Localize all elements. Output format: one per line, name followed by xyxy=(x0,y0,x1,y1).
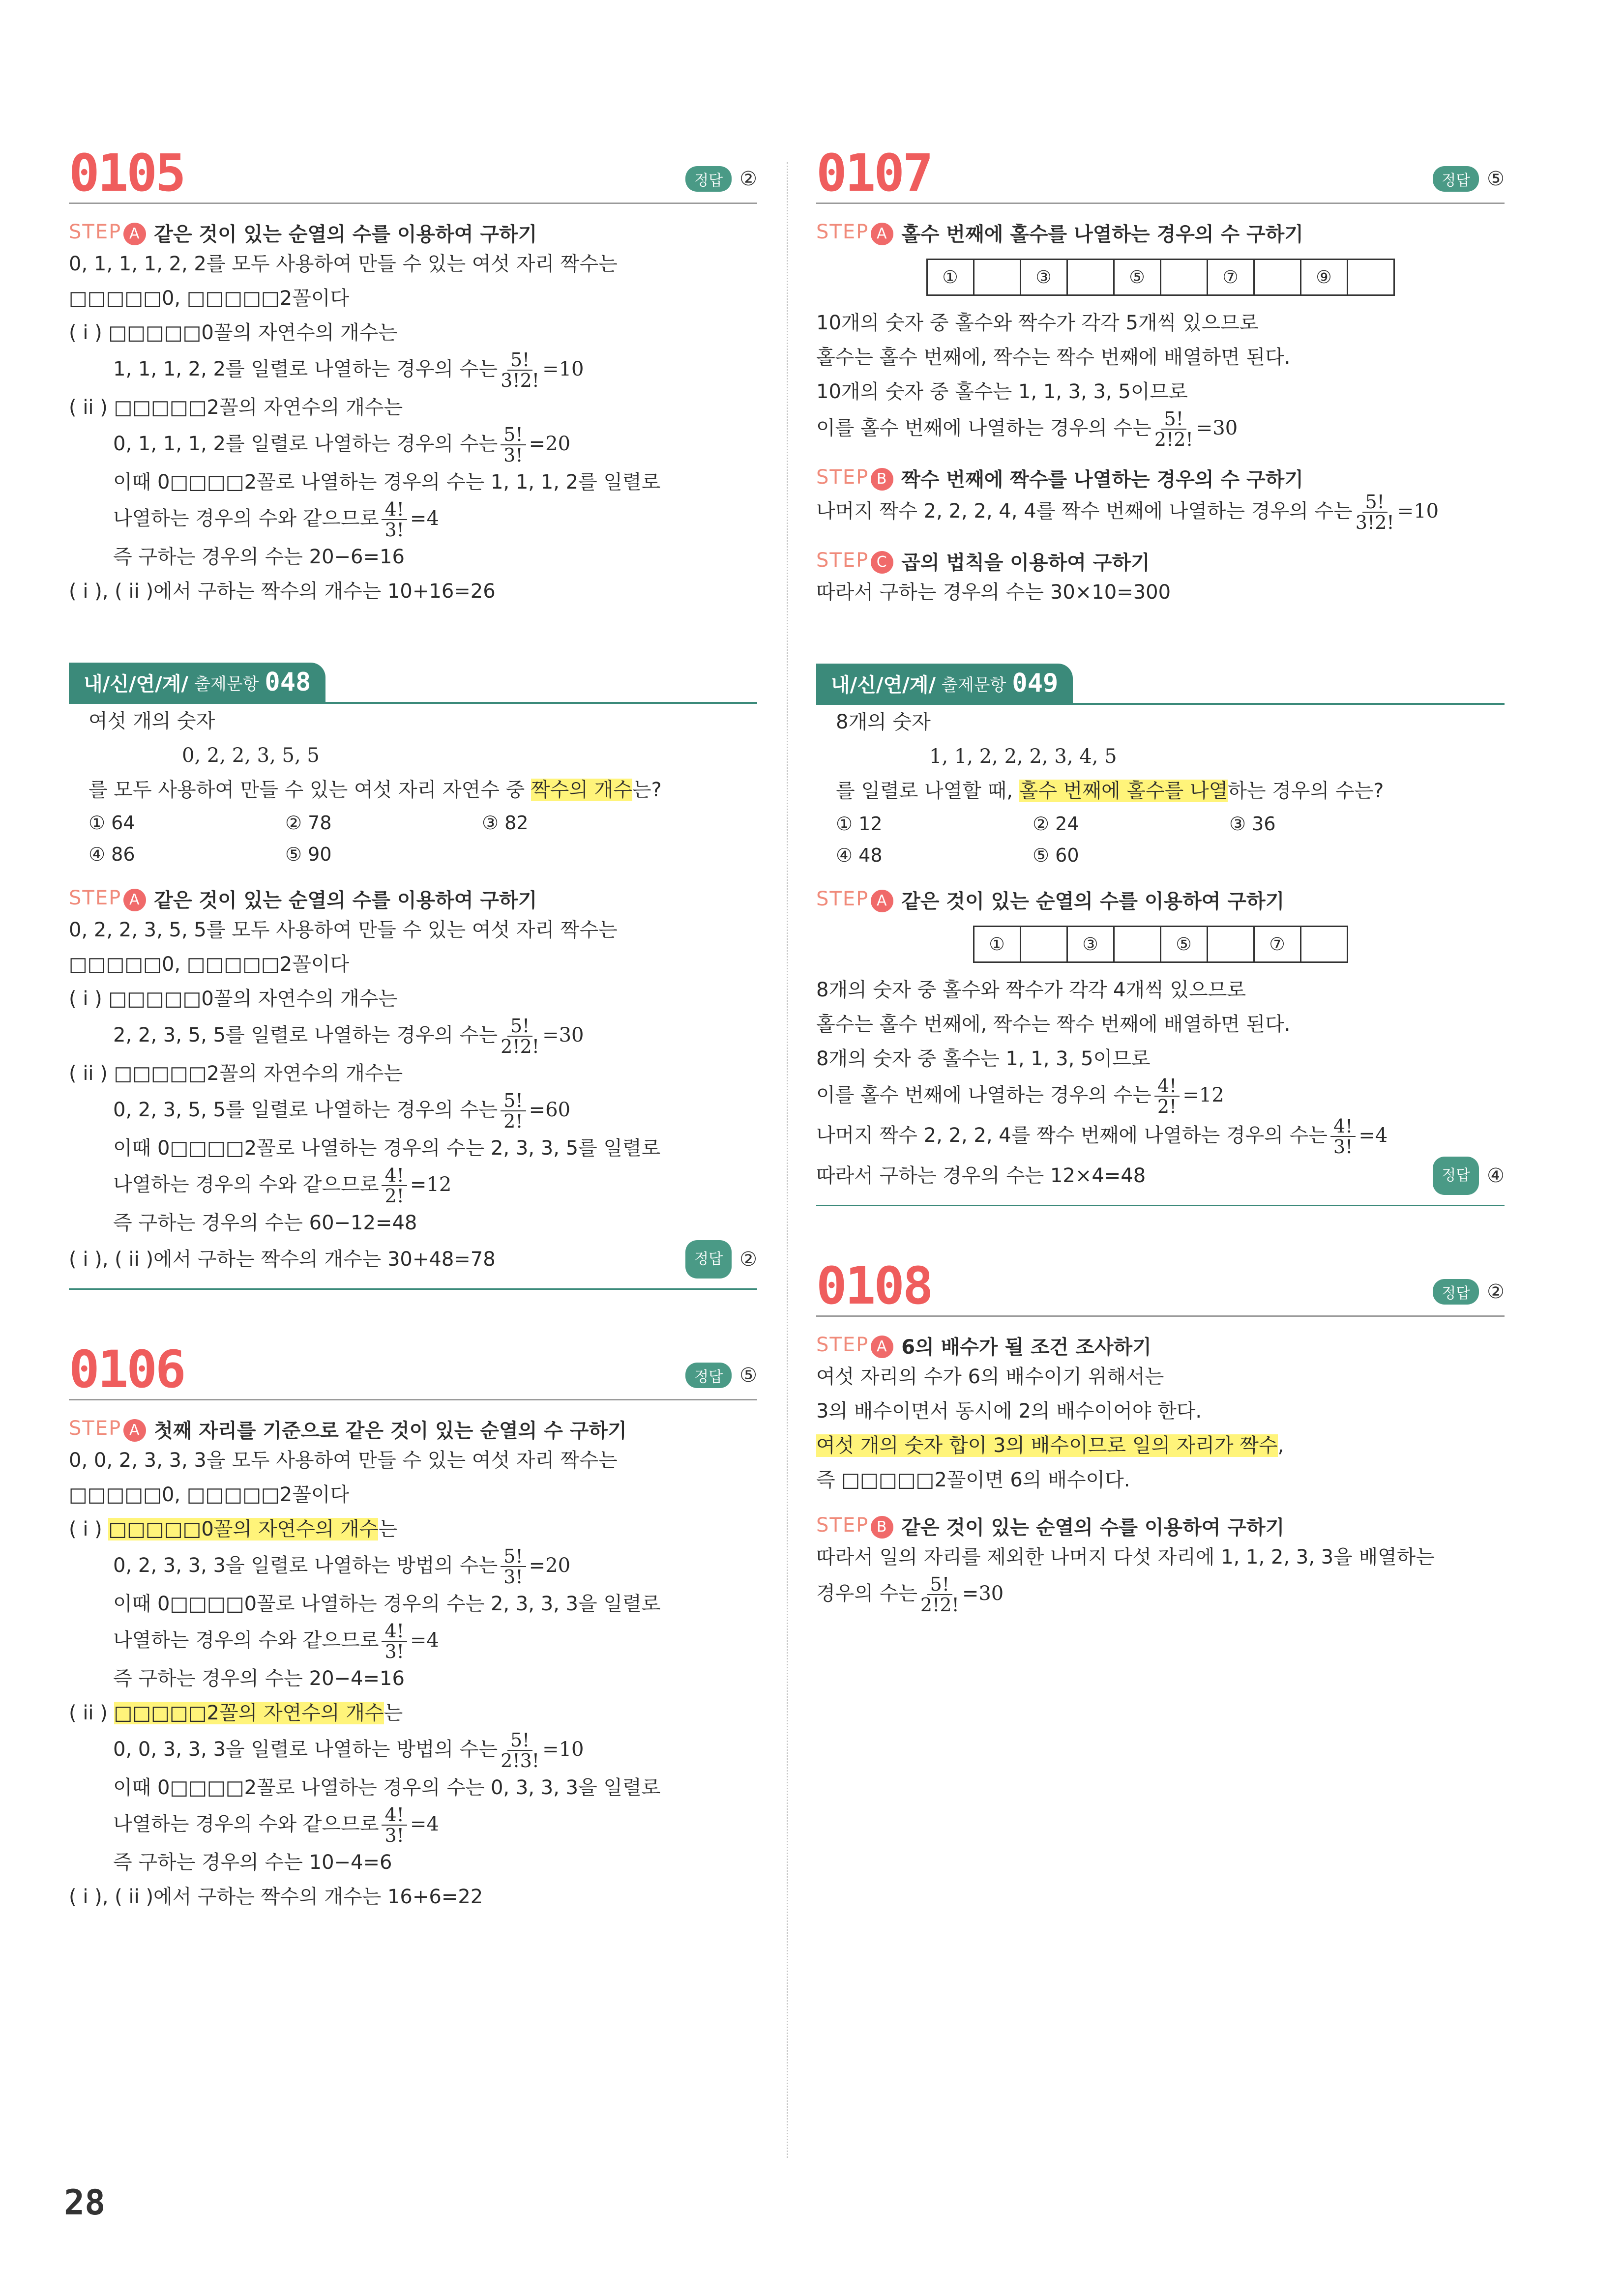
naesin-049 xyxy=(816,664,1505,1206)
problem-number: 0107 xyxy=(816,143,932,203)
question-line: 를 모두 사용하여 만들 수 있는 여섯 자리 자연수 중 짝수의 개수는? xyxy=(89,779,662,801)
position-cell xyxy=(1161,259,1208,296)
step-a xyxy=(816,886,1505,914)
solution-line: 이때 0□□□□2꼴로 나열하는 경우의 수는 1, 1, 1, 2를 일렬로 xyxy=(113,471,661,494)
position-cell: ⑤ xyxy=(1115,259,1161,296)
fraction: $\frac{4!}{2!}$ xyxy=(1154,1076,1180,1116)
answer-badge: 정답 xyxy=(1433,1279,1479,1305)
choices xyxy=(816,808,1505,871)
position-cell xyxy=(1115,926,1161,963)
fraction: $\frac{5!}{3!}$ xyxy=(501,1546,526,1587)
solution-line: 2, 2, 3, 5, 5를 일렬로 나열하는 경우의 수는 $\frac{5!}{2!2!}$ =30 xyxy=(113,1015,584,1057)
solution-line: 즉 구하는 경우의 수는 60−12=48 xyxy=(113,1212,417,1234)
position-cell xyxy=(1068,259,1115,296)
question-line: 8개의 숫자 xyxy=(836,711,931,733)
highlight: □□□□□2꼴의 자연수의 개수 xyxy=(114,1702,384,1724)
problem-0106 xyxy=(69,1339,757,1914)
fraction: $\frac{5!}{2!}$ xyxy=(501,1091,526,1131)
solution-line: 0, 0, 2, 3, 3, 3을 모두 사용하여 만들 수 있는 여섯 자리 짝수는 xyxy=(69,1449,618,1472)
step-title: 같은 것이 있는 순열의 수를 이용하여 구하기 xyxy=(154,889,537,912)
solution-line: 이때 0□□□□0꼴로 나열하는 경우의 수는 2, 3, 3, 3을 일렬로 xyxy=(113,1593,661,1615)
page-number: 28 xyxy=(64,2182,106,2223)
answer-badge: 정답 xyxy=(685,166,732,192)
left-column xyxy=(69,143,757,1968)
choice-4: ④ 86 xyxy=(89,843,135,865)
step-title: 홀수 번째에 홀수를 나열하는 경우의 수 구하기 xyxy=(901,223,1303,246)
solution-line: ( i ), ( ii )에서 구하는 짝수의 개수는 16+6=22 xyxy=(69,1886,483,1908)
answer-box xyxy=(685,1363,757,1388)
solution-line: 따라서 구하는 경우의 수는 12×4=48 정답 ④ xyxy=(816,1157,1505,1195)
solution-line: 즉 구하는 경우의 수는 10−4=6 xyxy=(113,1851,392,1874)
step-title: 같은 것이 있는 순열의 수를 이용하여 구하기 xyxy=(154,223,537,246)
choices xyxy=(69,807,757,870)
solution-line: ( ii ) □□□□□2꼴의 자연수의 개수는 xyxy=(69,1062,403,1085)
position-cell: ① xyxy=(926,259,974,296)
answer-value: ⑤ xyxy=(1487,168,1505,190)
answer-box xyxy=(1433,166,1505,192)
answer-box xyxy=(1433,1157,1505,1195)
solution-line: 3의 배수이면서 동시에 2의 배수이어야 한다. xyxy=(816,1400,1202,1423)
step-tag: STEP B xyxy=(816,466,893,491)
problem-0107 xyxy=(816,143,1505,610)
step-tag: STEP A xyxy=(816,221,893,245)
position-cell xyxy=(1301,926,1348,963)
section-end-rule xyxy=(69,1288,757,1290)
problem-header xyxy=(816,143,1505,204)
solution-line: 홀수는 홀수 번째에, 짝수는 짝수 번째에 배열하면 된다. xyxy=(816,346,1291,369)
step-title: 첫째 자리를 기준으로 같은 것이 있는 순열의 수 구하기 xyxy=(154,1420,627,1442)
solution-line: 1, 1, 1, 2, 2를 일렬로 나열하는 경우의 수는 $\frac{5!}{3!2!}$ =10 xyxy=(113,349,584,391)
position-cell xyxy=(1348,259,1395,296)
question-line: 여섯 개의 숫자 xyxy=(89,710,215,732)
position-cell xyxy=(1255,259,1301,296)
answer-box xyxy=(685,166,757,192)
fraction: $\frac{4!}{3!}$ xyxy=(382,499,407,540)
position-cell: ⑤ xyxy=(1161,926,1208,963)
step-a xyxy=(69,219,757,247)
problem-header xyxy=(816,1256,1505,1317)
naesin-bar xyxy=(816,664,1505,705)
solution-line: ( i ), ( ii )에서 구하는 짝수의 개수는 30+48=78 정답 ② xyxy=(69,1240,757,1279)
section-end-rule xyxy=(816,1205,1505,1206)
solution-line: ( i ) □□□□□0꼴의 자연수의 개수는 xyxy=(69,321,398,344)
fraction: $\frac{5!}{2!3!}$ xyxy=(501,1729,540,1772)
naesin-tab: 내/신/연/계/ 출제문항 049 xyxy=(816,664,1073,703)
step-tag: STEP A xyxy=(69,887,146,911)
solution-line: 이를 홀수 번째에 나열하는 경우의 수는 $\frac{5!}{2!2!}$ =30 xyxy=(816,408,1238,450)
step-a xyxy=(69,885,757,913)
naesin-048 xyxy=(69,663,757,1290)
choice-2: ② 78 xyxy=(285,812,332,834)
answer-badge: 정답 xyxy=(1433,1157,1479,1195)
solution-line: ( i ) □□□□□0꼴의 자연수의 개수는 xyxy=(69,988,398,1010)
step-tag: STEP A xyxy=(69,1417,146,1442)
solution-line: □□□□□0, □□□□□2꼴이다 xyxy=(69,1483,350,1506)
answer-value: ② xyxy=(739,168,757,190)
answer-badge: 정답 xyxy=(685,1240,732,1279)
question-line: 를 일렬로 나열할 때, 홀수 번째에 홀수를 나열하는 경우의 수는? xyxy=(836,780,1384,802)
solution-line: 0, 2, 2, 3, 5, 5를 모두 사용하여 만들 수 있는 여섯 자리 짝수는 xyxy=(69,919,618,941)
highlight: 여섯 개의 숫자 합이 3의 배수이므로 일의 자리가 짝수 xyxy=(816,1434,1278,1457)
step-b xyxy=(816,1512,1505,1540)
step-tag: STEP C xyxy=(816,549,893,574)
solution-line: 홀수는 홀수 번째에, 짝수는 짝수 번째에 배열하면 된다. xyxy=(816,1013,1291,1036)
solution-line: 나열하는 경우의 수와 같으므로 $\frac{4!}{3!}$ =4 xyxy=(113,498,439,541)
step-title: 곱의 법칙을 이용하여 구하기 xyxy=(901,552,1150,574)
answer-badge: 정답 xyxy=(685,1363,732,1388)
answer-badge: 정답 xyxy=(1433,166,1479,192)
highlight: □□□□□0꼴의 자연수의 개수 xyxy=(108,1518,379,1540)
step-c xyxy=(816,547,1505,575)
right-column xyxy=(816,143,1505,1669)
step-tag: STEP A xyxy=(816,888,893,912)
fraction: $\frac{5!}{3!2!}$ xyxy=(1355,491,1394,533)
problem-header xyxy=(69,1339,757,1400)
answer-box xyxy=(1433,1279,1505,1305)
solution-line: 여섯 개의 숫자 합이 3의 배수이므로 일의 자리가 짝수, xyxy=(816,1434,1284,1457)
problem-0108 xyxy=(816,1256,1505,1616)
answer-value: ④ xyxy=(1487,1164,1505,1187)
solution-line: 이때 0□□□□2꼴로 나열하는 경우의 수는 2, 3, 3, 5를 일렬로 xyxy=(113,1137,661,1160)
answer-value: ② xyxy=(739,1248,757,1271)
solution-line: 0, 2, 3, 3, 3을 일렬로 나열하는 방법의 수는 $\frac{5!}{3!}$ =20 xyxy=(113,1545,571,1588)
choice-4: ④ 48 xyxy=(836,844,883,866)
solution-line: ( ii ) □□□□□2꼴의 자연수의 개수는 xyxy=(69,396,403,419)
solution-line: 8개의 숫자 중 홀수는 1, 1, 3, 5이므로 xyxy=(816,1047,1151,1070)
answer-box xyxy=(685,1240,757,1279)
solution-line: 이를 홀수 번째에 나열하는 경우의 수는 $\frac{4!}{2!}$ =12 xyxy=(816,1075,1224,1117)
solution-line: 0, 0, 3, 3, 3을 일렬로 나열하는 방법의 수는 $\frac{5!}{2!3!}$ =10 xyxy=(113,1729,584,1772)
fraction: $\frac{4!}{3!}$ xyxy=(382,1621,407,1661)
solution-line: 즉 □□□□□2꼴이면 6의 배수이다. xyxy=(816,1469,1130,1491)
solution-line: □□□□□0, □□□□□2꼴이다 xyxy=(69,287,350,310)
problem-number: 0105 xyxy=(69,143,184,203)
solution-line: 8개의 숫자 중 홀수와 짝수가 각각 4개씩 있으므로 xyxy=(816,979,1246,1001)
step-title: 같은 것이 있는 순열의 수를 이용하여 구하기 xyxy=(901,890,1285,913)
solution-line: 0, 1, 1, 1, 2를 일렬로 나열하는 경우의 수는 $\frac{5!}{3!}$ =20 xyxy=(113,424,571,466)
solution-line: ( ii ) □□□□□2꼴의 자연수의 개수는 xyxy=(69,1702,403,1724)
fraction: $\frac{4!}{3!}$ xyxy=(1330,1116,1356,1157)
fraction: $\frac{5!}{3!}$ xyxy=(501,425,526,465)
solution-line: 따라서 일의 자리를 제외한 나머지 다섯 자리에 1, 1, 2, 3, 3을 배열하는 xyxy=(816,1546,1435,1569)
question-numbers: 0, 2, 2, 3, 5, 5 xyxy=(182,744,320,767)
solution-line: 10개의 숫자 중 홀수는 1, 1, 3, 3, 5이므로 xyxy=(816,380,1188,403)
problem-number: 0108 xyxy=(816,1256,932,1316)
solution-line: □□□□□0, □□□□□2꼴이다 xyxy=(69,953,350,976)
highlight: 짝수의 개수 xyxy=(531,779,632,801)
step-tag: STEP B xyxy=(816,1514,893,1539)
step-title: 같은 것이 있는 순열의 수를 이용하여 구하기 xyxy=(901,1516,1285,1539)
position-boxes xyxy=(816,259,1505,296)
position-cell xyxy=(1208,926,1255,963)
choice-5: ⑤ 60 xyxy=(1033,844,1079,866)
step-a xyxy=(816,1332,1505,1360)
problem-header xyxy=(69,143,757,204)
position-boxes xyxy=(816,926,1505,963)
naesin-tab: 내/신/연/계/ 출제문항 048 xyxy=(69,663,325,702)
choice-1: ① 64 xyxy=(89,812,135,834)
solution-line: 나열하는 경우의 수와 같으므로 $\frac{4!}{3!}$ =4 xyxy=(113,1804,439,1846)
highlight: 홀수 번째에 홀수를 나열 xyxy=(1019,780,1228,802)
choice-2: ② 24 xyxy=(1033,813,1079,835)
position-cell: ⑦ xyxy=(1255,926,1301,963)
position-cell: ③ xyxy=(1068,926,1115,963)
solution-line: 나열하는 경우의 수와 같으므로 $\frac{4!}{2!}$ =12 xyxy=(113,1164,452,1207)
position-cell: ③ xyxy=(1021,259,1068,296)
solution-line: 즉 구하는 경우의 수는 20−4=16 xyxy=(113,1667,405,1690)
solution-line: 따라서 구하는 경우의 수는 30×10=300 xyxy=(816,581,1171,604)
solution-line: 즉 구하는 경우의 수는 20−6=16 xyxy=(113,546,405,568)
fraction: $\frac{5!}{2!2!}$ xyxy=(920,1573,959,1616)
fraction: $\frac{5!}{2!2!}$ xyxy=(501,1015,540,1057)
step-tag: STEP A xyxy=(816,1334,893,1358)
solution-line: 10개의 숫자 중 홀수와 짝수가 각각 5개씩 있으므로 xyxy=(816,312,1259,334)
solution-line: ( i ), ( ii )에서 구하는 짝수의 개수는 10+16=26 xyxy=(69,580,496,603)
question-numbers: 1, 1, 2, 2, 2, 3, 4, 5 xyxy=(929,745,1117,768)
step-title: 짝수 번째에 짝수를 나열하는 경우의 수 구하기 xyxy=(901,468,1303,491)
problem-number: 0106 xyxy=(69,1339,184,1399)
solution-line: ( i ) □□□□□0꼴의 자연수의 개수는 xyxy=(69,1518,398,1540)
step-a xyxy=(69,1415,757,1443)
choice-3: ③ 82 xyxy=(482,812,529,834)
step-a xyxy=(816,219,1505,247)
solution-line: 나열하는 경우의 수와 같으므로 $\frac{4!}{3!}$ =4 xyxy=(113,1620,439,1662)
solution-line: 나머지 짝수 2, 2, 2, 4, 4를 짝수 번째에 나열하는 경우의 수는 $\frac{5!}{3!2!}$ =10 xyxy=(816,491,1439,533)
naesin-bar xyxy=(69,663,757,704)
answer-value: ② xyxy=(1487,1280,1505,1303)
position-cell xyxy=(974,259,1021,296)
position-cell xyxy=(1021,926,1068,963)
position-cell: ⑨ xyxy=(1301,259,1348,296)
fraction: $\frac{4!}{3!}$ xyxy=(382,1805,407,1845)
problem-0105 xyxy=(69,143,757,609)
step-b xyxy=(816,464,1505,492)
step-tag: STEP A xyxy=(69,221,146,245)
solution-line: 이때 0□□□□2꼴로 나열하는 경우의 수는 0, 3, 3, 3을 일렬로 xyxy=(113,1776,661,1799)
solution-line: 0, 2, 3, 5, 5를 일렬로 나열하는 경우의 수는 $\frac{5!}{2!}$ =60 xyxy=(113,1090,571,1132)
fraction: $\frac{5!}{2!2!}$ xyxy=(1154,408,1193,450)
choice-5: ⑤ 90 xyxy=(285,843,332,865)
solution-line: 0, 1, 1, 1, 2, 2를 모두 사용하여 만들 수 있는 여섯 자리 짝수는 xyxy=(69,253,618,275)
solution-line: 경우의 수는 $\frac{5!}{2!2!}$ =30 xyxy=(816,1573,1004,1616)
choice-3: ③ 36 xyxy=(1229,813,1276,835)
fraction: $\frac{4!}{2!}$ xyxy=(382,1165,407,1206)
position-cell: ⑦ xyxy=(1208,259,1255,296)
position-cell: ① xyxy=(973,926,1021,963)
step-title: 6의 배수가 될 조건 조사하기 xyxy=(901,1336,1152,1359)
choice-1: ① 12 xyxy=(836,813,883,835)
solution-line: 나머지 짝수 2, 2, 2, 4를 짝수 번째에 나열하는 경우의 수는 $\frac{4!}{3!}$ =4 xyxy=(816,1115,1388,1158)
fraction: $\frac{5!}{3!2!}$ xyxy=(501,349,540,391)
solution-line: 여섯 자리의 수가 6의 배수이기 위해서는 xyxy=(816,1366,1164,1388)
answer-value: ⑤ xyxy=(739,1364,757,1387)
column-divider xyxy=(787,162,788,2158)
